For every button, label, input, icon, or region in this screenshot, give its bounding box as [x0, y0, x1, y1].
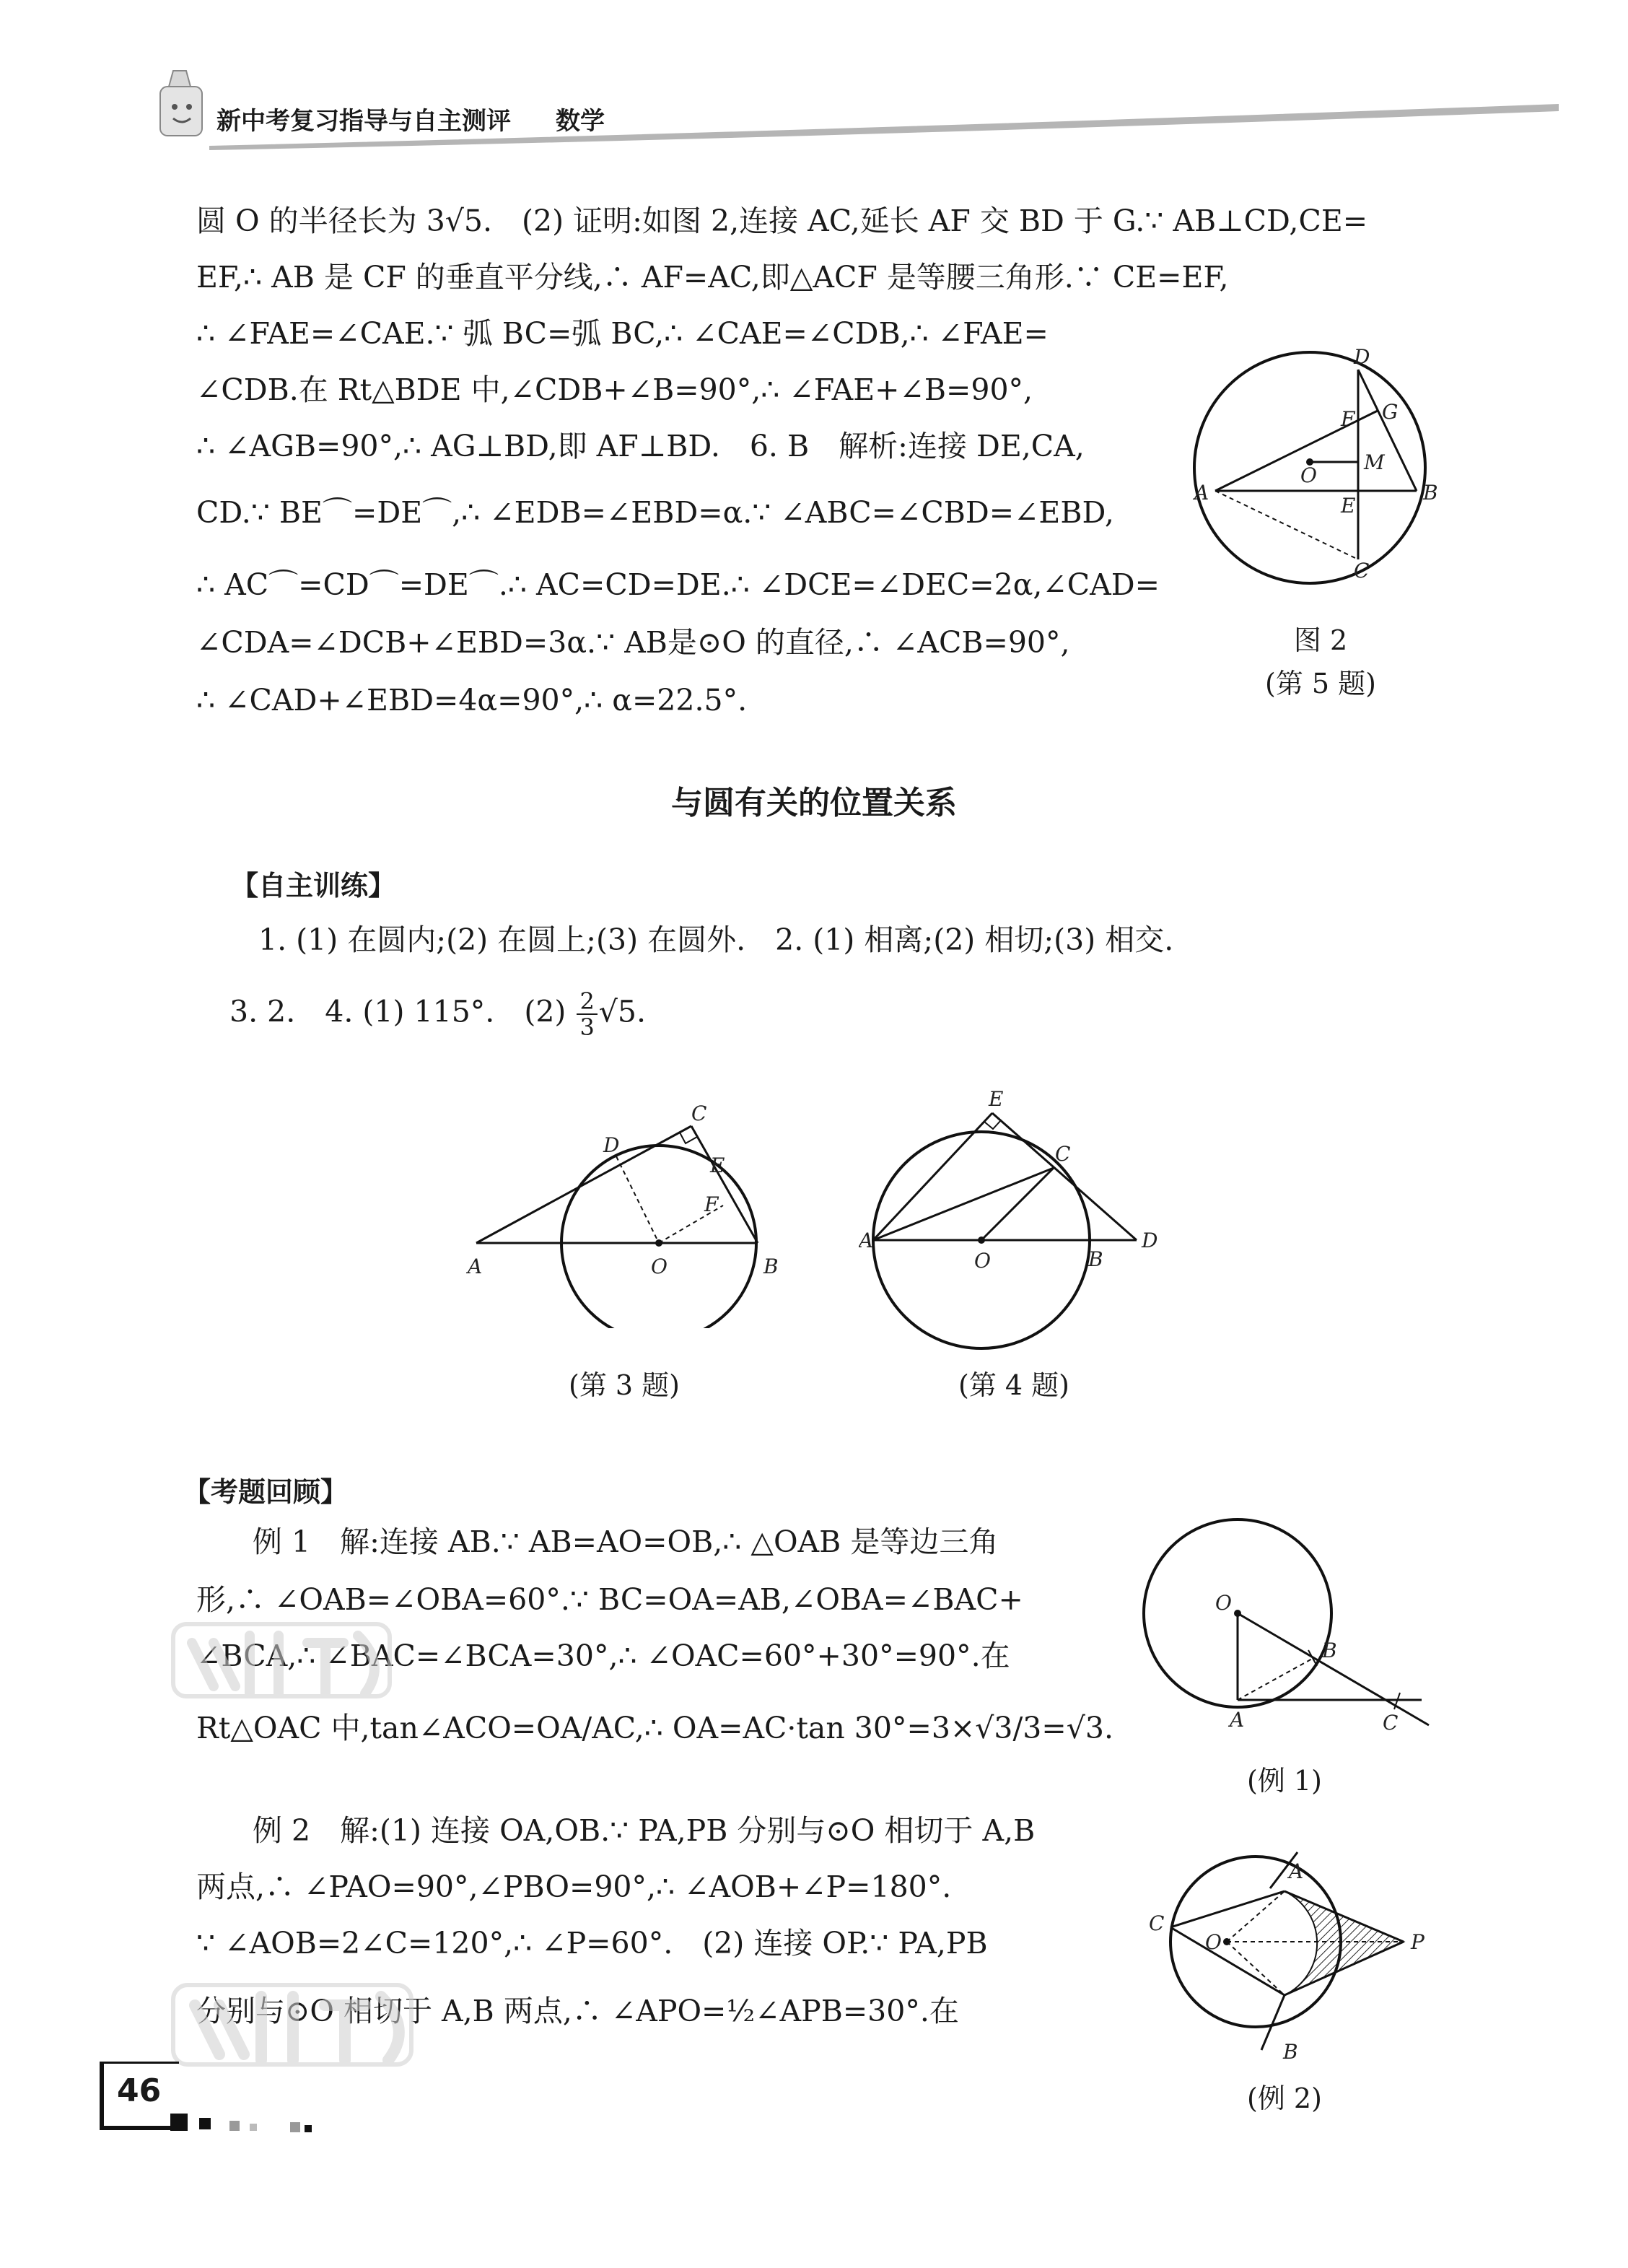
solution-line: ∴ ∠AGB=90°,∴ AG⊥BD,即 AF⊥BD. 6. B 解析:连接 DE,CA, [196, 429, 1085, 463]
example-2-line: 例 2 解:(1) 连接 OA,OB.∵ PA,PB 分别与⊙O 相切于 A,B [253, 1813, 1036, 1848]
example-1-line: ∠BCA,∴ ∠BAC=∠BCA=30°,∴ ∠OAC=60°+30°=90°.在 [196, 1639, 1010, 1673]
solution-line: EF,∴ AB 是 CF 的垂直平分线,∴ AF=AC,即△ACF 是等腰三角形.∵ CE=EF, [196, 260, 1229, 295]
label-o: O [974, 1249, 991, 1273]
label-p: P [1411, 1930, 1424, 1954]
label-c: C [1149, 1911, 1165, 1935]
watermark-logo-lower [170, 1971, 574, 2086]
label-b: B [1283, 2040, 1298, 2064]
label-d: D [1354, 345, 1370, 369]
solution-line: ∴ ∠FAE=∠CAE.∵ 弧 BC=弧 BC,∴ ∠CAE=∠CDB,∴ ∠FAE= [196, 316, 1049, 351]
label-e: E [989, 1087, 1004, 1111]
figure-3-diagram [462, 1104, 801, 1328]
fraction-denominator: 3 [579, 1013, 595, 1041]
figure-2-subcaption: (第 5 题) [1265, 668, 1376, 699]
label-a: A [1230, 1708, 1245, 1732]
solution-line: ∴ ∠CAD+∠EBD=4α=90°,∴ α=22.5°. [196, 683, 748, 718]
label-a: A [1289, 1859, 1304, 1883]
label-m: M [1364, 450, 1385, 474]
figure-2-caption: 图 2 [1293, 624, 1348, 656]
label-a: A [1194, 481, 1209, 505]
label-e: E [710, 1153, 725, 1177]
answers-line-2-root: √5. [598, 994, 647, 1029]
example-1-diagram [1140, 1516, 1443, 1740]
label-c: C [691, 1104, 707, 1125]
watermark-logo-upper [170, 1614, 531, 1715]
label-o: O [1205, 1930, 1222, 1954]
solution-line: ∴ AC⌒=CD⌒=DE⌒.∴ AC=CD=DE.∴ ∠DCE=∠DEC=2α,∠CAD= [196, 567, 1160, 602]
label-e: E [1341, 494, 1356, 518]
fraction-two-thirds [577, 989, 597, 1039]
label-b: B [1322, 1639, 1337, 1662]
subject-label: 数学 [556, 107, 605, 136]
label-a: A [859, 1229, 874, 1252]
label-b: B [1088, 1247, 1103, 1271]
label-c: C [1055, 1142, 1071, 1166]
example-1-caption: (例 1) [1247, 1765, 1322, 1797]
answers-line-1: 1. (1) 在圆内;(2) 在圆上;(3) 在圆外. 2. (1) 相离;(2) 相切;(3) 相交. [258, 923, 1174, 957]
book-title: 新中考复习指导与自主测评 [216, 107, 511, 136]
label-c: C [1354, 559, 1370, 583]
example-2-line: 分别与⊙O 相切于 A,B 两点,∴ ∠APO=½∠APB=30°.在 [196, 1994, 959, 2028]
answers-line-2-text: 3. 2. 4. (1) 115°. (2) [229, 994, 576, 1029]
example-1-line: 形,∴ ∠OAB=∠OBA=60°.∵ BC=OA=AB,∠OBA=∠BAC+ [196, 1582, 1023, 1617]
page-number: 46 [117, 2072, 162, 2109]
self-training-heading: 【自主训练】 [231, 870, 396, 902]
label-a: A [468, 1255, 483, 1278]
solution-line: CD.∵ BE⌒=DE⌒,∴ ∠EDB=∠EBD=α.∵ ∠ABC=∠CBD=∠EBD, [196, 495, 1114, 530]
footer-decoration [170, 2108, 343, 2137]
label-g: G [1382, 400, 1399, 424]
solution-line: 圆 O 的半径长为 3√5. (2) 证明:如图 2,连接 AC,延长 AF 交 BD 于 G.∵ AB⊥CD,CE= [196, 204, 1368, 238]
label-b: B [1423, 481, 1438, 505]
example-2-line: 两点,∴ ∠PAO=90°,∠PBO=90°,∴ ∠AOB+∠P=180°. [196, 1870, 952, 1904]
label-f: F [1341, 407, 1355, 431]
label-b: B [763, 1255, 779, 1278]
page-header [144, 65, 1559, 159]
example-2-line: ∵ ∠AOB=2∠C=120°,∴ ∠P=60°. (2) 连接 OP.∵ PA,PB [196, 1926, 988, 1960]
answers-line-2 [229, 989, 646, 1039]
label-o: O [1215, 1591, 1232, 1615]
solution-line: ∠CDA=∠DCB+∠EBD=3α.∵ AB是⊙O 的直径,∴ ∠ACB=90°, [196, 625, 1070, 660]
example-1-line: 例 1 解:连接 AB.∵ AB=AO=OB,∴ △OAB 是等边三角 [253, 1525, 999, 1559]
review-heading: 【考题回顾】 [183, 1476, 349, 1508]
label-d: D [603, 1133, 620, 1157]
label-o: O [651, 1255, 668, 1278]
fraction-numerator: 2 [577, 989, 597, 1015]
page-number-box [100, 2062, 179, 2130]
example-1-line: Rt△OAC 中,tan∠ACO=OA/AC,∴ OA=AC·tan 30°=3×√3/3=√3. [196, 1711, 1113, 1745]
label-c: C [1383, 1711, 1399, 1735]
solution-line: ∠CDB.在 Rt△BDE 中,∠CDB+∠B=90°,∴ ∠FAE+∠B=90°, [196, 372, 1033, 407]
figure-2-circle-diagram [1183, 339, 1458, 585]
figure-4-diagram [859, 1083, 1176, 1357]
example-2-caption: (例 2) [1247, 2082, 1322, 2114]
figure-4-caption: (第 4 题) [958, 1369, 1069, 1401]
label-d: D [1142, 1229, 1158, 1252]
example-2-diagram [1140, 1833, 1443, 2064]
label-f: F [704, 1192, 719, 1216]
section-title: 与圆有关的位置关系 [671, 785, 957, 821]
figure-3-caption: (第 3 题) [569, 1369, 680, 1401]
label-o: O [1300, 463, 1317, 487]
